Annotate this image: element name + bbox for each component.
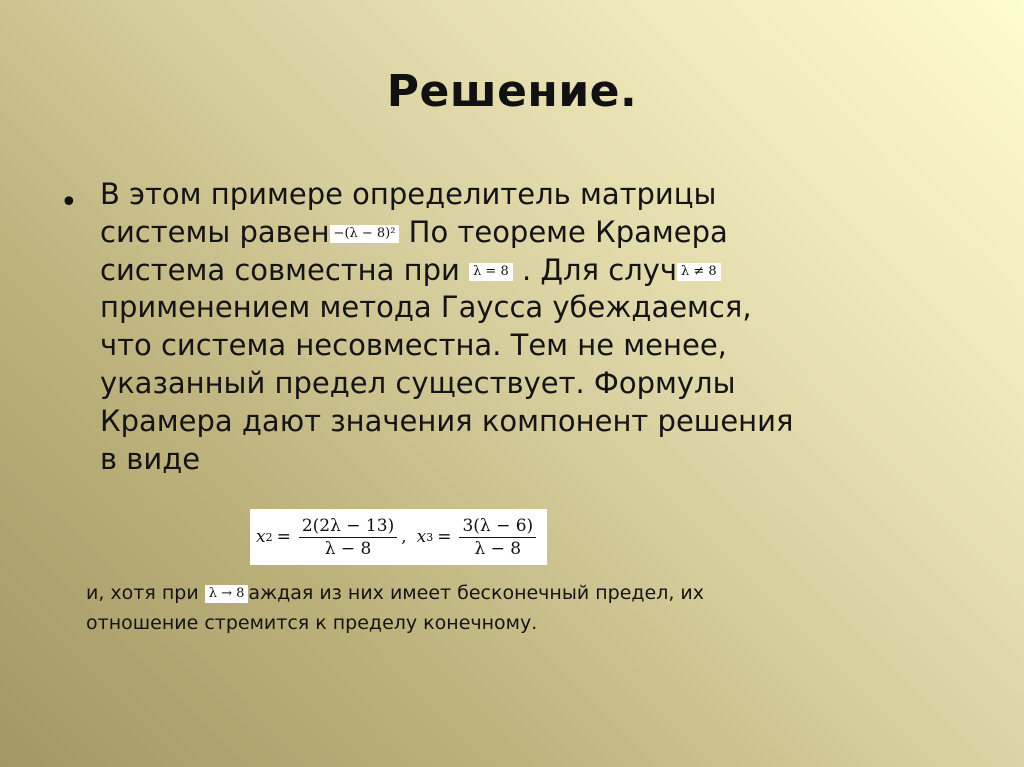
solution-formula-image <box>250 509 547 565</box>
x3-numerator: 3(λ − 6) <box>459 515 536 538</box>
case-formula-image: λ ≠ 8 <box>677 263 721 281</box>
x3-fraction <box>459 515 536 560</box>
bullet-line <box>100 214 870 252</box>
limit-formula-image: λ → 8 <box>205 585 249 603</box>
bullet-line: что система несовместна. Тем не менее, <box>100 328 727 363</box>
x2-numerator: 2(2λ − 13) <box>299 515 397 538</box>
bullet-line <box>100 252 870 290</box>
x3-variable: x <box>416 527 427 547</box>
bullet-marker: • <box>60 185 78 220</box>
note-line <box>86 578 786 608</box>
bullet-text-fragment: система совместна при <box>100 252 460 287</box>
x3-denominator: λ − 8 <box>474 538 522 559</box>
formula-separator: , <box>401 527 407 547</box>
bullet-line: применением метода Гаусса убеждаемся, <box>100 290 752 325</box>
bullet-text <box>100 176 870 478</box>
x2-fraction <box>299 515 397 560</box>
bullet-text-fragment: системы равен <box>100 214 330 249</box>
bullet-line: Крамера дают значения компонент решения <box>100 403 794 438</box>
note-text-fragment: аждая из них имеет бесконечный предел, их <box>248 582 705 604</box>
bullet-text-fragment: По теореме Крамера <box>399 214 728 249</box>
note-text-fragment: и, хотя при <box>86 582 205 604</box>
determinant-formula-image: −(λ − 8)² <box>330 225 400 243</box>
x3-subscript: 3 <box>426 530 434 544</box>
note-paragraph <box>86 578 786 638</box>
bullet-line: в виде <box>100 441 201 476</box>
slide-title: Решение. <box>386 66 638 117</box>
bullet-text-fragment: . Для случ <box>512 252 678 287</box>
x2-denominator: λ − 8 <box>324 538 372 559</box>
condition-formula-image: λ = 8 <box>469 263 513 281</box>
x2-variable: x <box>256 527 266 547</box>
bullet-line: указанный предел существует. Формулы <box>100 365 736 400</box>
note-line: отношение стремится к пределу конечному. <box>86 612 538 634</box>
bullet-line: В этом примере определитель матрицы <box>100 177 717 211</box>
equals-sign: = <box>437 527 452 547</box>
equals-sign: = <box>276 527 291 547</box>
x2-subscript: 2 <box>265 530 273 544</box>
